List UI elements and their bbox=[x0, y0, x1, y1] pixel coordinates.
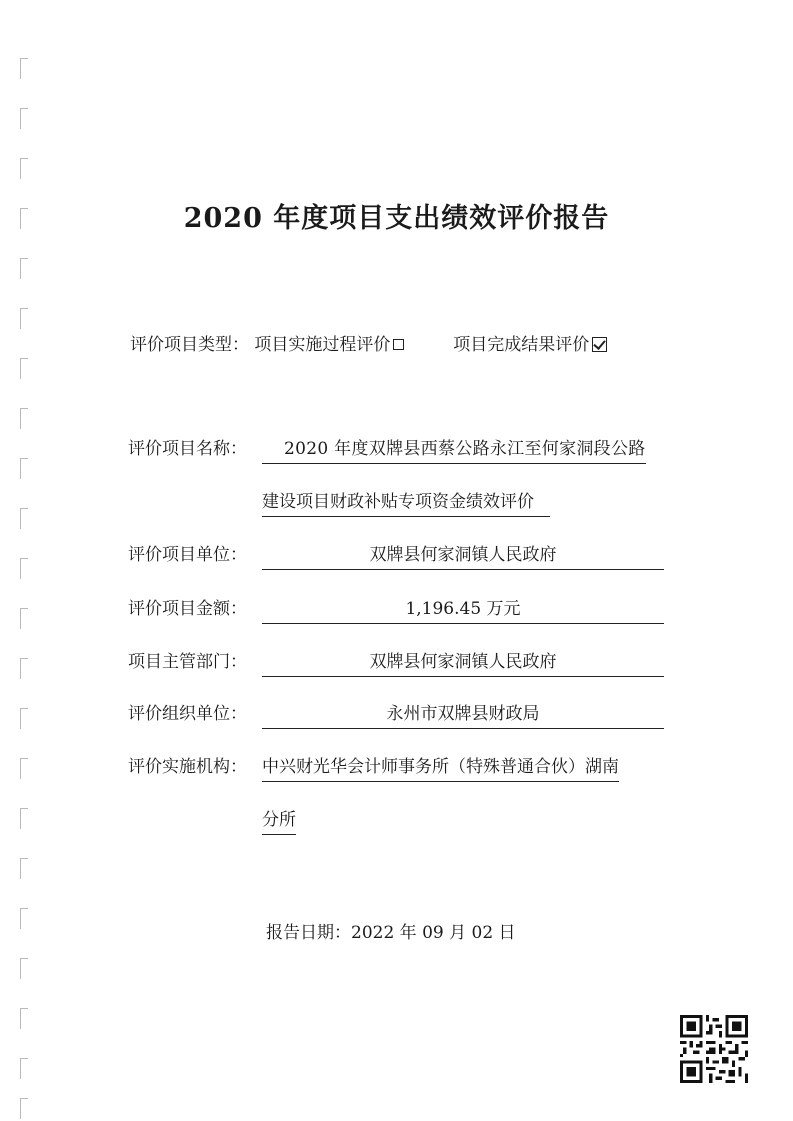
edge-mark bbox=[20, 158, 28, 179]
evaluation-type-row bbox=[130, 330, 607, 355]
evaluation-type-label: 评价项目类型： bbox=[130, 335, 249, 355]
department-value: 双牌县何家洞镇人民政府 bbox=[262, 647, 664, 677]
report-date: 报告日期：2022 年 09 月 02 日 bbox=[266, 923, 516, 943]
edge-mark bbox=[20, 458, 28, 479]
organizer-value: 永州市双牌县财政局 bbox=[262, 699, 664, 729]
edge-mark bbox=[20, 108, 28, 129]
project-unit-value: 双牌县何家洞镇人民政府 bbox=[262, 540, 664, 570]
department-label: 项目主管部门： bbox=[128, 652, 247, 672]
edge-mark bbox=[20, 58, 28, 79]
project-name-line1: 2020 年度双牌县西蔡公路永江至何家洞段公路 bbox=[262, 434, 646, 464]
edge-mark bbox=[20, 1098, 28, 1119]
edge-mark bbox=[20, 658, 28, 679]
project-name-label: 评价项目名称： bbox=[128, 439, 247, 459]
edge-mark bbox=[20, 1008, 28, 1029]
edge-mark bbox=[20, 408, 28, 429]
edge-mark bbox=[20, 958, 28, 979]
project-amount-label: 评价项目金额： bbox=[128, 599, 247, 619]
document-title: 2020 年度项目支出绩效评价报告 bbox=[183, 203, 610, 234]
project-unit-label: 评价项目单位： bbox=[128, 545, 247, 565]
checkbox-process[interactable] bbox=[393, 339, 404, 350]
edge-mark bbox=[20, 358, 28, 379]
edge-mark bbox=[20, 308, 28, 329]
option-process-label: 项目实施过程评价 bbox=[254, 335, 391, 355]
option-result-label: 项目完成结果评价 bbox=[453, 335, 590, 355]
edge-mark bbox=[20, 258, 28, 279]
project-amount-value: 1,196.45 万元 bbox=[262, 594, 664, 624]
edge-mark bbox=[20, 508, 28, 529]
agency-line1: 中兴财光华会计师事务所（特殊普通合伙）湖南 bbox=[262, 752, 619, 782]
edge-mark bbox=[20, 808, 28, 829]
edge-mark bbox=[20, 708, 28, 729]
edge-mark bbox=[20, 908, 28, 929]
edge-mark bbox=[20, 608, 28, 629]
agency-label: 评价实施机构： bbox=[128, 757, 247, 777]
edge-mark bbox=[20, 758, 28, 779]
edge-mark bbox=[20, 1058, 28, 1079]
agency-line2: 分所 bbox=[262, 805, 296, 835]
project-name-line2: 建设项目财政补贴专项资金绩效评价 bbox=[262, 487, 550, 517]
edge-mark bbox=[20, 558, 28, 579]
qr-code-icon bbox=[680, 1015, 748, 1083]
checkbox-result-checked[interactable] bbox=[592, 337, 607, 352]
edge-mark bbox=[20, 858, 28, 879]
organizer-label: 评价组织单位： bbox=[128, 704, 247, 724]
